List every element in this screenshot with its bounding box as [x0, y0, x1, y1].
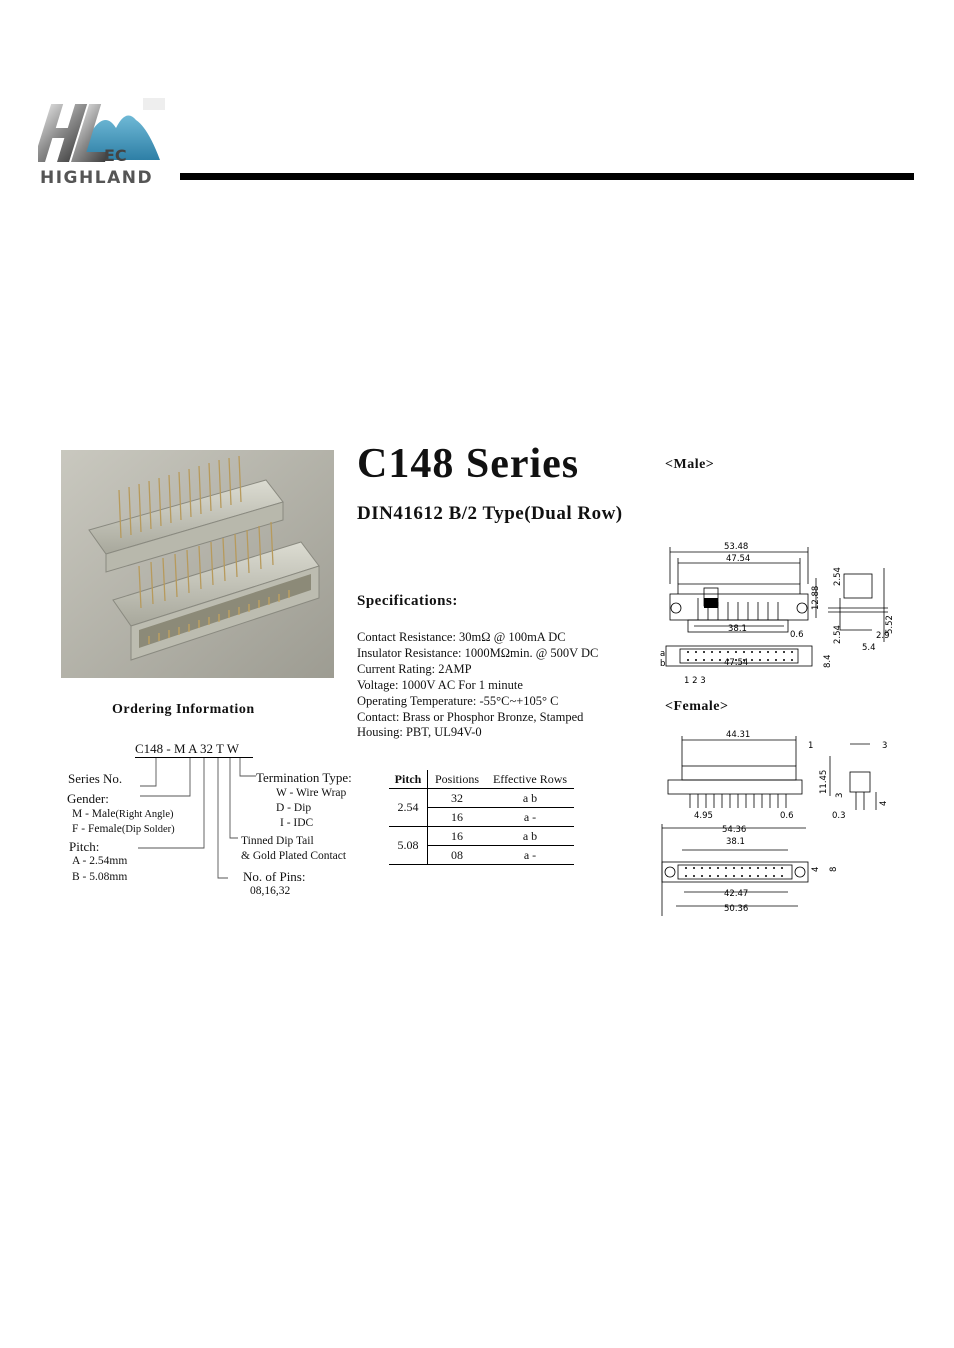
series-label: Series No.: [68, 771, 123, 786]
female-dim-1: 1: [808, 741, 814, 751]
pitch-cell: 5.08: [389, 827, 428, 865]
header-rule: [180, 173, 914, 180]
male-dim-53-48: 53.48: [724, 542, 749, 552]
product-photo: [61, 450, 334, 678]
termination-i-option: I - IDC: [280, 817, 314, 829]
female-dim-3-top: 3: [882, 741, 888, 751]
female-dim-42-47: 42.47: [724, 889, 749, 899]
spec-item: Contact: Brass or Phosphor Bronze, Stamped: [357, 709, 584, 724]
table-row: [389, 789, 574, 808]
pitch-a-option: A - 2.54mm: [72, 855, 128, 867]
spec-item: Housing: PBT, UL94V-0: [357, 725, 482, 740]
male-dim-38-1: 38.1: [728, 624, 747, 634]
termination-w-option: W - Wire Wrap: [276, 787, 347, 799]
row-a-label: a: [660, 649, 666, 659]
female-dim-3: 3: [835, 792, 845, 798]
product-title: C148 Series: [357, 441, 580, 487]
gender-female-option: F - Female(Dip Solder): [72, 823, 175, 835]
female-dim-8: 8: [829, 866, 839, 872]
pins-values: 08,16,32: [250, 885, 291, 897]
tinned-tail-line1: Tinned Dip Tail: [241, 835, 314, 847]
male-dim-47-54: 47.54: [726, 554, 751, 564]
specifications-list: [357, 630, 598, 741]
male-drawing-label: <Male>: [665, 457, 715, 472]
female-dim-4-95: 4.95: [694, 811, 713, 821]
female-dim-54-36: 54.36: [722, 825, 747, 835]
male-dim-2-54: 2.54: [833, 567, 843, 586]
positions-cell: 16: [451, 828, 463, 843]
row-b-label: b: [660, 659, 666, 669]
table-header-effective-rows: Effective Rows: [492, 771, 568, 786]
table-header-row: [389, 770, 574, 789]
female-technical-drawing: [660, 726, 900, 916]
spec-item: Contact Resistance: 30mΩ @ 100mA DC: [357, 630, 566, 644]
termination-label: Termination Type:: [256, 770, 352, 785]
male-technical-drawing: [658, 538, 898, 688]
male-dim-47-54-bottom: 47.54: [724, 658, 749, 668]
female-dim-11-45: 11.45: [819, 769, 829, 794]
gender-male-option: M - Male(Right Angle): [72, 808, 174, 820]
gender-label: Gender:: [67, 791, 109, 806]
logo-text: HIGHLAND: [40, 168, 154, 188]
svg-text:EC: EC: [104, 146, 127, 165]
female-dim-38-1: 38.1: [726, 837, 745, 847]
female-dim-44-31: 44.31: [726, 730, 751, 740]
ordering-heading: Ordering Information: [112, 702, 255, 717]
specifications-heading: Specifications:: [357, 593, 458, 609]
effective-rows-cell: a -: [523, 809, 537, 824]
pitch-b-option: B - 5.08mm: [72, 871, 128, 883]
table-header-positions: Positions: [434, 771, 479, 786]
spec-item: Current Rating: 2AMP: [357, 661, 472, 676]
product-subtitle: DIN41612 B/2 Type(Dual Row): [357, 503, 623, 524]
female-dim-50-36: 50.36: [724, 904, 749, 914]
male-dim-5-4: 5.4: [862, 643, 876, 653]
spec-item: Insulator Resistance: 1000MΩmin. @ 500V DC: [357, 645, 599, 660]
effective-rows-cell: a b: [522, 828, 538, 843]
spec-item: Voltage: 1000V AC For 1 minute: [357, 677, 523, 692]
female-dim-0-6: 0.6: [780, 811, 794, 821]
effective-rows-cell: a b: [522, 790, 538, 805]
female-drawing-label: <Female>: [665, 699, 729, 714]
male-dim-12-88: 12.88: [811, 585, 821, 610]
company-logo: [38, 98, 168, 190]
tinned-tail-line2: & Gold Plated Contact: [241, 850, 347, 862]
positions-cell: 08: [451, 847, 463, 862]
table-row: [389, 827, 574, 846]
female-dim-0-3: 0.3: [832, 811, 846, 821]
table-header-pitch: Pitch: [389, 770, 428, 789]
male-dim-8-4: 8.4: [823, 654, 833, 668]
pins-label: No. of Pins:: [243, 869, 306, 884]
positions-cell: 32: [451, 790, 463, 805]
pitch-table: [389, 770, 574, 865]
pitch-cell: 2.54: [389, 789, 428, 827]
pin-numbers-label: 1 2 3: [684, 676, 706, 686]
positions-cell: 16: [451, 809, 463, 824]
male-dim-2-9: 2.9: [876, 631, 890, 641]
effective-rows-cell: a -: [523, 847, 537, 862]
spec-item: Operating Temperature: -55°C~+105° C: [357, 693, 559, 708]
part-number: C148 - M A 32 T W: [135, 741, 240, 756]
female-dim-4: 4: [879, 800, 889, 806]
male-dim-0-6: 0.6: [790, 630, 804, 640]
pitch-label: Pitch:: [69, 839, 100, 854]
female-dim-4-b: 4: [811, 866, 821, 872]
male-dim-2-54-b: 2.54: [833, 625, 843, 644]
male-dim-5-52: 5.52: [885, 615, 895, 634]
termination-d-option: D - Dip: [276, 802, 312, 814]
